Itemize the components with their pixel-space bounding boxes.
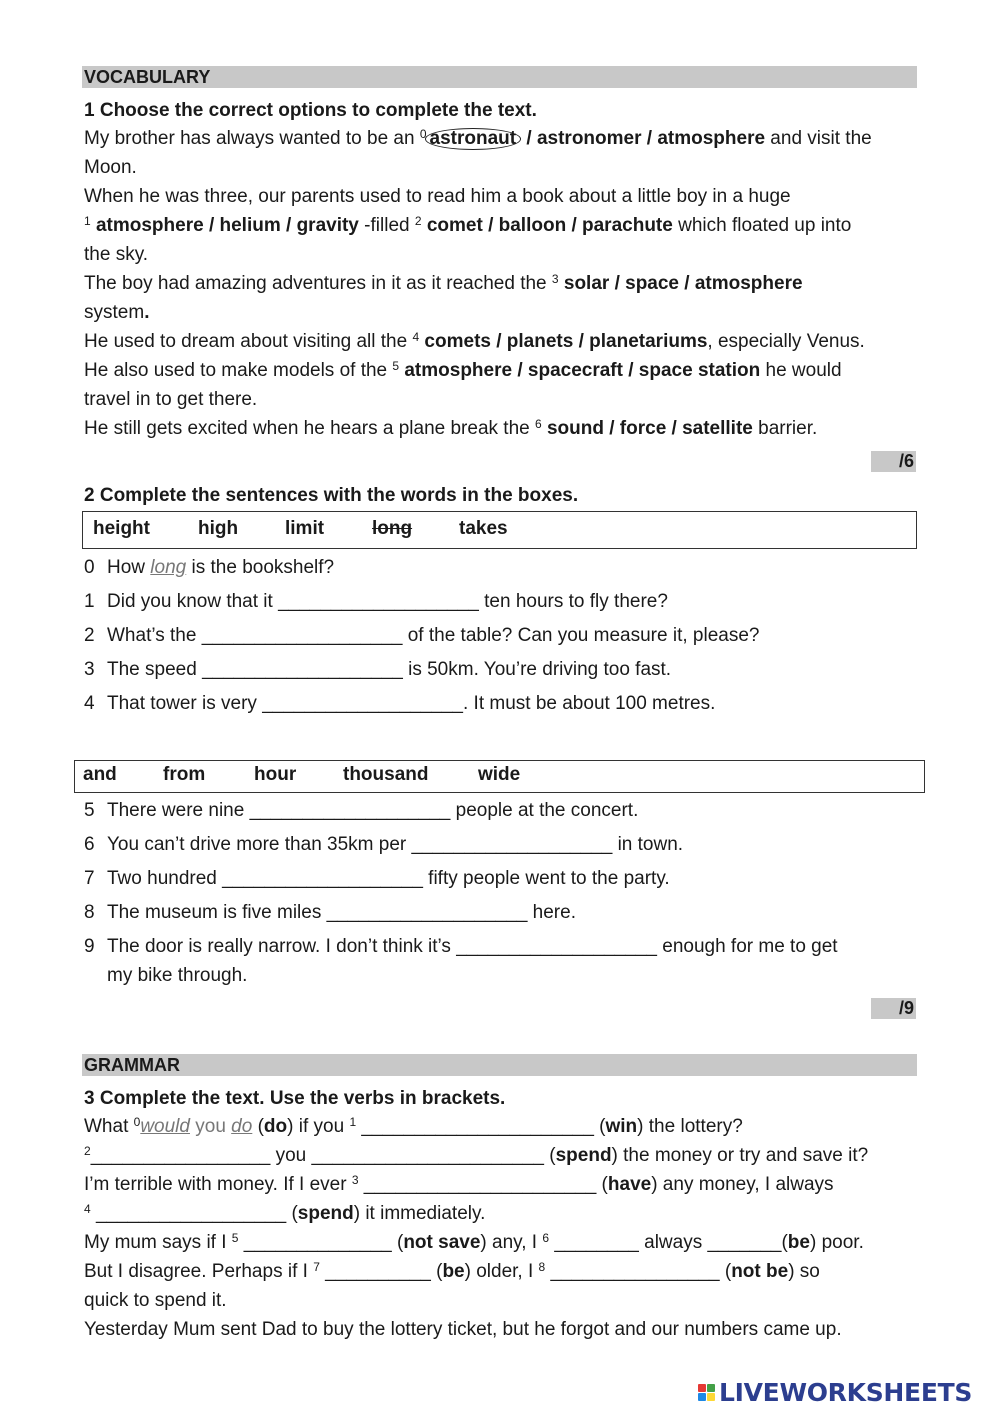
grammar-heading-bar xyxy=(82,1054,917,1076)
word-box-2-item: from xyxy=(163,764,206,785)
ex1-line-5: the sky. xyxy=(84,244,149,265)
ex2-item-5[interactable]: 5 There were nine ___________________ people at the concert. xyxy=(84,800,639,821)
word-box-2 xyxy=(74,760,925,793)
word-box-1-item: takes xyxy=(459,518,508,539)
ex1-options-1[interactable]: atmosphere / helium / gravity xyxy=(90,215,359,236)
liveworksheets-logo-text: LIVEWORKSHEETS xyxy=(719,1378,973,1407)
ex2-item-6[interactable]: 6 You can’t drive more than 35km per ___________________ in town. xyxy=(84,834,684,855)
logo-square-blue xyxy=(698,1393,706,1401)
ex1-line-10: travel in to get there. xyxy=(84,389,258,410)
logo-square-red xyxy=(698,1384,706,1392)
ex2-item-0: 0 How long is the bookshelf? xyxy=(84,557,335,578)
ex3-line-8: Yesterday Mum sent Dad to buy the lottery ticket, but he forgot and our numbers came up. xyxy=(84,1319,842,1340)
ex1-line-9: He also used to make models of the $^5$ atmosphere / spacecraft / space station he would xyxy=(84,359,842,381)
ex3-line-1[interactable]: What $^0$would you do (do) if you $^1$ ______________________ (win) the lottery? xyxy=(84,1115,743,1137)
ex3-line-3[interactable]: I’m terrible with money. If I ever $^3$ ______________________ (have) any money, I always xyxy=(84,1173,834,1195)
ex2-item-4[interactable]: 4 That tower is very ___________________. It must be about 100 metres. xyxy=(84,693,716,714)
ex1-line-7: system. xyxy=(84,302,150,323)
ex2-item-2[interactable]: 2 What’s the ___________________ of the table? Can you measure it, please? xyxy=(84,625,760,646)
ex2-score: /9 xyxy=(898,998,914,1018)
ex1-answer-circled: astronaut xyxy=(425,128,522,150)
ex1-options-4[interactable]: comets / planets / planetariums xyxy=(419,331,708,352)
ex2-score-box xyxy=(871,998,916,1019)
ex3-example-answer-would: would xyxy=(140,1116,190,1137)
ex1-options-5[interactable]: atmosphere / spacecraft / space station xyxy=(399,360,761,381)
ex1-line-8: He used to dream about visiting all the $^4$ comets / planets / planetariums, especially Venus. xyxy=(84,330,865,352)
ex2-item-1[interactable]: 1 Did you know that it ___________________ ten hours to fly there? xyxy=(84,591,668,612)
ex3-line-6[interactable]: But I disagree. Perhaps if I $^7$ __________ (be) older, I $^8$ ________________ (not be) so xyxy=(84,1260,820,1282)
word-box-1-item: high xyxy=(198,518,239,539)
ex1-line-11: He still gets excited when he hears a plane break the $^6$ sound / force / satellite barrier. xyxy=(84,417,818,439)
ex2-item-9[interactable]: 9 The door is really narrow. I don’t think it’s ___________________ enough for me to get xyxy=(84,936,838,957)
ex1-options-2[interactable]: comet / balloon / parachute xyxy=(421,215,673,236)
ex2-item-0-answer: long xyxy=(150,557,187,578)
ex2-item-3[interactable]: 3 The speed ___________________ is 50km. You’re driving too fast. xyxy=(84,659,672,680)
exercise-2-title: 2 Complete the sentences with the words in the boxes. xyxy=(84,485,579,506)
logo-square-yellow xyxy=(707,1393,715,1401)
exercise-3-title: 3 Complete the text. Use the verbs in brackets. xyxy=(84,1088,506,1109)
ex2-item-7[interactable]: 7 Two hundred ___________________ fifty people went to the party. xyxy=(84,868,670,889)
ex1-score-box xyxy=(871,451,916,472)
ex3-line-2[interactable]: $^2$_________________ you ______________________ (spend) the money or try and save it? xyxy=(84,1144,869,1166)
word-box-1-item-used: long xyxy=(372,518,413,539)
ex1-line-3: When he was three, our parents used to read him a book about a little boy in a huge xyxy=(84,186,791,207)
liveworksheets-logo[interactable] xyxy=(698,1378,972,1407)
ex1-line-4: $^1$ atmosphere / helium / gravity -filled $^2$ comet / balloon / parachute which floated up into xyxy=(84,214,852,236)
word-box-1-item: height xyxy=(93,518,150,539)
ex1-options-6[interactable]: sound / force / satellite xyxy=(541,418,753,439)
ex3-line-7: quick to spend it. xyxy=(84,1290,227,1311)
ex1-options-0[interactable]: / astronomer / atmosphere xyxy=(521,128,766,149)
ex1-line-6: The boy had amazing adventures in it as it reached the $^3$ solar / space / atmosphere xyxy=(84,272,803,294)
ex3-line-4[interactable]: $^4$ __________________ (spend) it immediately. xyxy=(84,1202,486,1224)
ex1-options-3[interactable]: solar / space / atmosphere xyxy=(558,273,803,294)
ex3-line-5[interactable]: My mum says if I $^5$ ______________ (not save) any, I $^6$ ________ always _______(be) poor. xyxy=(84,1231,864,1253)
vocabulary-heading: VOCABULARY xyxy=(84,67,211,87)
ex1-score: /6 xyxy=(898,451,914,471)
ex1-line-1: My brother has always wanted to be an $^0$ astronaut / astronomer / atmosphere and visit the xyxy=(84,127,872,149)
word-box-1-item: limit xyxy=(285,518,325,539)
ex2-item-9-continued: my bike through. xyxy=(107,965,248,986)
logo-square-green xyxy=(707,1384,715,1392)
ex3-example-answer-do: do xyxy=(231,1116,253,1137)
vocabulary-heading-bar xyxy=(82,66,917,88)
grammar-heading: GRAMMAR xyxy=(84,1055,180,1075)
liveworksheets-logo-icon xyxy=(698,1384,715,1401)
word-box-2-item: and xyxy=(83,764,117,785)
ex2-item-8[interactable]: 8 The museum is five miles ___________________ here. xyxy=(84,902,576,923)
exercise-1-title: 1 Choose the correct options to complete the text. xyxy=(84,100,537,121)
word-box-2-item: hour xyxy=(254,764,297,785)
ex1-line-2: Moon. xyxy=(84,157,137,178)
word-box-2-item: wide xyxy=(478,764,521,785)
word-box-1 xyxy=(82,511,917,549)
word-box-2-item: thousand xyxy=(343,764,429,785)
